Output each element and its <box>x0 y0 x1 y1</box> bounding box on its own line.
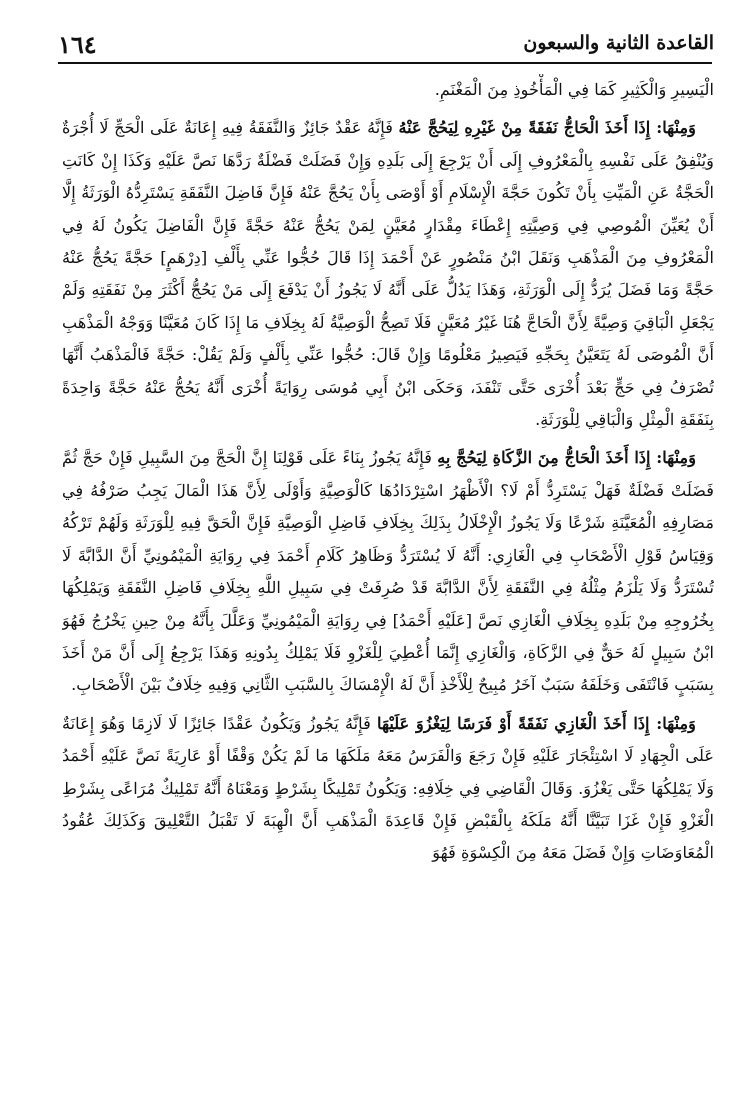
paragraph-hajj-zakat <box>62 442 714 701</box>
page-number: ١٦٤ <box>58 30 97 59</box>
paragraph-continuation <box>62 74 714 106</box>
paragraph-lead: وَمِنْهَا: إِذَا أَخَذَ الْحَاجُّ نَفَقَةً مِنْ غَيْرِهِ لِيَحُجَّ عَنْهُ <box>398 118 696 138</box>
running-title: القاعدة الثانية والسبعون <box>523 32 714 54</box>
page-header <box>58 30 714 58</box>
paragraph-hajj-expenses <box>62 112 714 436</box>
paragraph-lead: وَمِنْهَا: إِذَا أَخَذَ الْحَاجُّ مِنَ الزَّكَاةِ لِيَحُجَّ بِهِ <box>437 448 697 468</box>
page-body <box>62 74 714 1089</box>
paragraph-ghazi <box>62 708 714 870</box>
paragraph-text: الْيَسِيرِ وَالْكَثِيرِ كَمَا فِي الْمَأْخُوذِ مِنَ الْمَغْنَمِ. <box>434 80 714 99</box>
paragraph-lead: وَمِنْهَا: إِذَا أَخَذَ الْغَازِي نَفَقَةً أَوْ فَرَسًا لِيَغْزُوَ عَلَيْهَا <box>377 713 696 733</box>
header-rule <box>58 62 712 64</box>
paragraph-text: فَإِنَّهُ يَجُوزُ بِنَاءً عَلَى قَوْلِنَا إِنَّ الْحَجَّ مِنَ السَّبِيلِ فَإِنْ حَجَّ ثُمَّ فَضَلَتْ فَضْلَةٌ فَهَلْ يَسْتَرِدُّ أَمْ لَا؟ الْأَظْهَرُ اسْتِرْدَادُهَا كَالْوَصِيَّةِ وَأَوْلَى لِأَنَّ هَذَا الْمَالَ يَجِبُ صَرْفُهُ فِي مَصَارِفِهِ الْمُعَيَّنَةِ شَرْعًا وَلَا يَجُوزُ الْإِخْلَالُ بِذَلِكَ بِخِلَافِ فَاضِلِ الْوَصِيَّةِ فَإِنَّ الْحَقَّ فِيهِ لِلْوَرَثَةِ وَلَهُمْ تَرْكُهُ وَقِيَاسُ قَوْلِ الْأَصْحَابِ فِي الْغَازِي: أَنَّهُ لَا يُسْتَرَدُّ وَظَاهِرُ كَلَامِ أَحْمَدَ فِي رِوَايَةِ الْمَيْمُونِيِّ أَنَّ الدَّابَّةَ لَا تُسْتَرَدُّ وَلَا يَلْزَمُ مِثْلُهُ فِي النَّفَقَةِ لِأَنَّ الدَّابَّةَ قَدْ صُرِفَتْ فِي سَبِيلِ اللَّهِ بِخِلَافِ فَاضِلِ النَّفَقَةِ وَيَمْلِكُهَا بِخُرُوجِهِ مِنْ بَلَدِهِ بِخِلَافِ الْغَازِي نَصَّ [عَلَيْهِ أَحْمَدُ] فِي رِوَايَةِ الْمَيْمُونِيِّ وَعَلَّلَ بِأَنَّهُ مِنْ حِينِ يَخْرُجُ فَهُوَ ابْنُ سَبِيلٍ لَهُ حَقٌّ فِي الزَّكَاةِ، وَالْغَازِي إِنَّمَا أُعْطِيَ لِلْغَزْوِ فَلَا يَمْلِكُ بِدُونِهِ وَهَذَا يَرْجِعُ إِلَى أَنَّ مَنْ أَخَذَ بِسَبَبٍ فَانْتَفَى وَخَلَفَهُ سَبَبٌ آخَرُ مُبِيحٌ لِلْأَخْذِ أَنَّ لَهُ الْإِمْسَاكَ بِالسَّبَبِ الثَّانِي وَفِيهِ خِلَافٌ بَيْنَ الْأَصْحَابِ. <box>62 448 714 695</box>
paragraph-text: فَإِنَّهُ يَجُوزُ وَيَكُونُ عَقْدًا جَائِزًا لَا لَازِمًا وَهُوَ إِعَانَةٌ عَلَى الْجِهَادِ لَا اسْتِئْجَارَ عَلَيْهِ فَإِنْ رَجَعَ وَالْفَرَسُ مَعَهُ مَلَكَهَا مَا لَمْ يَكُنْ وَقْفًا أَوْ عَارِيَةً نَصَّ عَلَيْهِ أَحْمَدُ وَلَا يَمْلِكُهَا حَتَّى يَغْزُوَ. وَقَالَ الْقَاضِي فِي خِلَافِهِ: وَيَكُونُ تَمْلِيكًا بِشَرْطٍ وَمَعْنَاهُ أَنَّهُ تَمْلِيكٌ مُرَاعًى بِشَرْطِ الْغَزْوِ فَإِنْ غَزَا تَبَيَّنَّا أَنَّهُ مَلَكَهُ بِالْقَبْضِ فَإِنْ قَاعِدَةَ الْمَذْهَبِ أَنَّ الْهِبَةَ لَا تَقْبَلُ التَّعْلِيقَ وَكَذَلِكَ عُقُودُ الْمُعَاوَضَاتِ وَإِنْ فَضَلَ مَعَهُ مِنَ الْكِسْوَةِ فَهُوَ <box>62 713 714 863</box>
paragraph-text: فَإِنَّهُ عَقْدٌ جَائِزٌ وَالنَّفَقَةُ فِيهِ إِعَانَةٌ عَلَى الْحَجِّ لَا أُجْرَةٌ وَيُنْفِقُ عَلَى نَفْسِهِ بِالْمَعْرُوفِ إِلَى أَنْ يَرْجِعَ إِلَى بَلَدِهِ وَإِنْ فَضَلَتْ فَضْلَةٌ رَدَّهَا نَصَّ عَلَيْهِ وَكَذَا إِنْ كَانَتِ الْحَجَّةُ عَنِ الْمَيِّتِ بِأَنْ تَكُونَ حَجَّةَ الْإِسْلَامِ أَوْ أَوْصَى بِأَنْ يَحُجَّ عَنْهُ فَإِنَّ فَاضِلَ النَّفَقَةِ يَسْتَرِدُّهُ الْوَرَثَةُ إِلَّا أَنْ يُعَيِّنَ الْمُوصِي فِي وَصِيَّتِهِ إِعْطَاءَ مِقْدَارٍ مُعَيَّنٍ لِمَنْ يَحُجُّ عَنْهُ حَجَّةً فَإِنَّ الْفَاضِلَ يَكُونُ لَهُ فِي الْمَعْرُوفِ مِنَ الْمَذْهَبِ وَنَقَلَ ابْنُ مَنْصُورٍ عَنْ أَحْمَدَ إِذَا قَالَ حُجُّوا عَنِّي بِأَلْفِ [دِرْهَمٍ] حَجَّةً يَحُجُّ عَنْهُ حَجَّةً وَمَا فَضَلَ يُرَدُّ إِلَى الْوَرَثَةِ، وَهَذَا يَدُلُّ عَلَى أَنَّهُ لَا يَجُوزُ أَنْ يَدْفَعَ إِلَى مَنْ يَحُجُّ أَكْثَرَ مِنْ نَفَقَتِهِ وَلَمْ يَجْعَلِ الْبَاقِيَ وَصِيَّةً لِأَنَّ الْحَاجَّ هُنَا غَيْرُ مُعَيَّنٍ فَلَا تَصِحُّ الْوَصِيَّةُ لَهُ بِخِلَافِ مَا إِذَا كَانَ مُعَيَّنًا وَوَجْهُ الْمَذْهَبِ أَنَّ الْمُوصَى لَهُ يَتَعَيَّنُ بِحَجِّهِ فَيَصِيرُ مَعْلُومًا وَإِنْ قَالَ: حُجُّوا عَنِّي بِأَلْفٍ وَلَمْ يَقُلْ: حَجَّةً فَالْمَذْهَبُ أَنَّهَا تُصْرَفُ فِي حَجٍّ بَعْدَ أُخْرَى حَتَّى تَنْفَدَ، وَحَكَى ابْنُ أَبِي مُوسَى رِوَايَةً أُخْرَى أَنَّهُ يَحُجُّ عَنْهُ حَجَّةً وَاحِدَةً بِنَفَقَةِ الْمِثْلِ وَالْبَاقِي لِلْوَرَثَةِ. <box>62 118 714 430</box>
